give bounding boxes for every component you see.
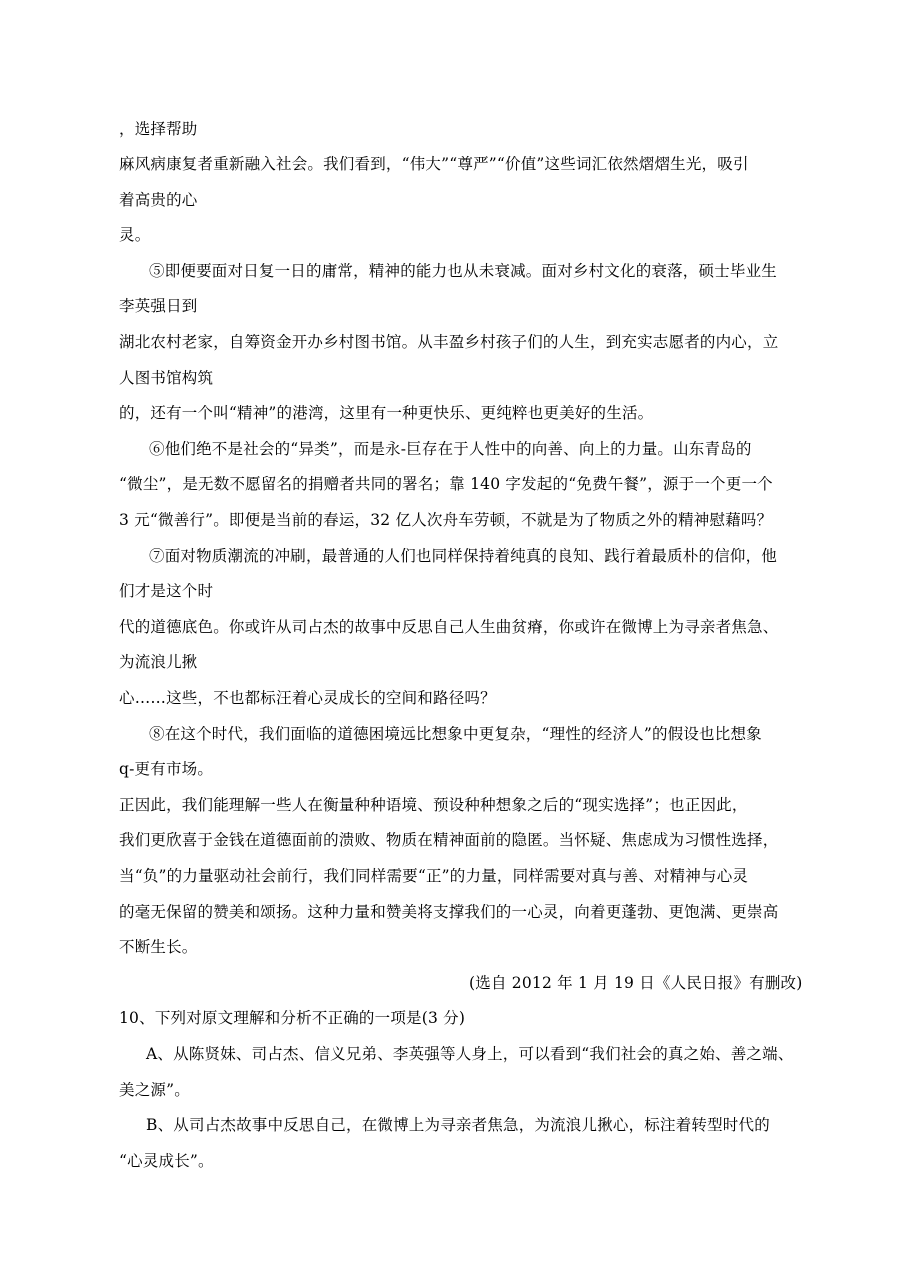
paragraph-5-start: ⑤即便要面对日复一日的庸常，精神的能力也从未衰减。面对乡村文化的衰落，硕士毕业生 xyxy=(149,262,778,280)
text-line: 不断生长。 xyxy=(119,938,198,956)
option-b: B、从司占杰故事中反思自己，在微博上为寻亲者焦急，为流浪儿揪心，标注着转型时代的 xyxy=(146,1116,770,1134)
text-line: 湖北农村老家，自筹资金开办乡村图书馆。从丰盈乡村孩子们的人生，到充实志愿者的内心，立 xyxy=(119,333,779,351)
text-line: 的毫无保留的赞美和颂扬。这种力量和赞美将支撑我们的一心灵，向着更蓬勃、更饱满、更崇高 xyxy=(119,903,779,921)
text-line: 代的道德底色。你或许从司占杰的故事中反思自己人生曲贫瘠，你或许在微博上为寻亲者焦急、 xyxy=(119,618,779,636)
text-line: 为流浪儿揪 xyxy=(119,653,198,671)
source-citation: (选自 2012 年 1 月 19 日《人民日报》有删改) xyxy=(469,974,803,992)
paragraph-7-start: ⑦面对物质潮流的冲刷，最普通的人们也同样保持着纯真的良知、践行着最质朴的信仰，他 xyxy=(149,547,778,565)
option-a: A、从陈贤妹、司占杰、信义兄弟、李英强等人身上，可以看到“我们社会的真之始、善之端、 xyxy=(146,1045,794,1063)
text-line: 美之源”。 xyxy=(119,1081,190,1099)
text-line: “微尘”，是无数不愿留名的捐赠者共同的署名；靠 140 字发起的“免费午餐”，源于一个更一个 xyxy=(119,475,773,493)
paragraph-8-start: ⑧在这个时代，我们面临的道德困境远比想象中更复杂，“理性的经济人”的假设也比想象 xyxy=(149,725,762,743)
text-line: 们才是这个时 xyxy=(119,582,214,600)
text-line: 人图书馆构筑 xyxy=(119,369,214,387)
text-line: ，选择帮助 xyxy=(119,120,198,138)
text-line: 李英强日到 xyxy=(119,297,198,315)
text-line: 正因此，我们能理解一些人在衡量种种语境、预设种种想象之后的“现实选择”；也正因此， xyxy=(119,796,748,814)
paragraph-6-start: ⑥他们绝不是社会的“异类”，而是永-巨存在于人性中的向善、向上的力量。山东青岛的 xyxy=(149,440,752,458)
text-line: 麻风病康复者重新融入社会。我们看到，“伟大”“尊严”“价值”这些词汇依然熠熠生光，吸引 xyxy=(119,155,749,173)
text-line: 当“负”的力量驱动社会前行，我们同样需要“正”的力量，同样需要对真与善、对精神与心灵 xyxy=(119,867,749,885)
text-line: 着高贵的心 xyxy=(119,191,198,209)
text-line: 我们更欣喜于金钱在道德面前的溃败、物质在精神面前的隐匿。当怀疑、焦虑成为习惯性选择， xyxy=(119,831,779,849)
text-line: 灵。 xyxy=(119,226,151,244)
question-10: 10、下列对原文理解和分析不正确的一项是(3 分) xyxy=(119,1009,466,1027)
text-line: “心灵成长”。 xyxy=(119,1152,214,1170)
text-line: 心……这些，不也都标汪着心灵成长的空间和路径吗？ xyxy=(119,689,496,707)
text-line: q-更有市场。 xyxy=(119,760,214,778)
text-line: 的，还有一个叫“精神”的港湾，这里有一种更快乐、更纯粹也更美好的生活。 xyxy=(119,404,654,422)
text-line: 3 元“微善行”。即便是当前的春运，32 亿人次舟车劳顿，不就是为了物质之外的精神慰藉吗？ xyxy=(119,511,773,529)
